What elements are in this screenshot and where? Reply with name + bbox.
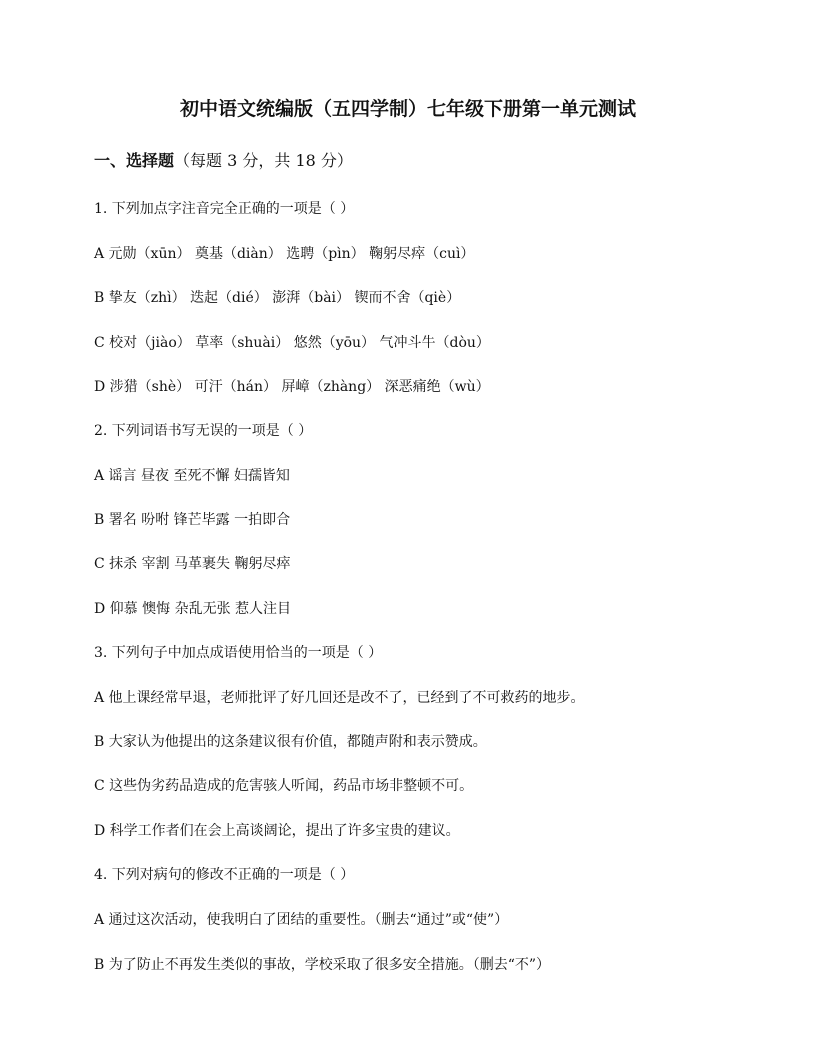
question-2-option-b: B 署名 吩咐 锋芒毕露 一拍即合: [94, 512, 291, 528]
question-1-option-c: C 校对（jiào） 草率（shuài） 悠然（yōu） 气冲斗牛（dòu）: [94, 335, 490, 351]
section-title: 一、选择题: [94, 151, 175, 170]
question-3-option-b: B 大家认为他提出的这条建议很有价值，都随声附和表示赞成。: [94, 734, 487, 750]
section-heading: [94, 150, 353, 172]
question-3-option-c: C 这些伪劣药品造成的危害骇人听闻，药品市场非整顿不可。: [94, 778, 474, 794]
question-2-stem: 2. 下列词语书写无误的一项是（ ）: [94, 423, 313, 439]
question-1-stem: 1. 下列加点字注音完全正确的一项是（ ）: [94, 201, 355, 217]
question-1-option-d: D 涉猎（shè） 可汗（hán） 屏嶂（zhàng） 深恶痛绝（wù）: [94, 379, 490, 395]
question-2-option-c: C 抹杀 宰割 马革裹失 鞠躬尽瘁: [94, 556, 291, 572]
question-1-option-a: A 元勋（xūn） 奠基（diàn） 选聘（pìn） 鞠躬尽瘁（cuì）: [94, 246, 475, 262]
question-4-option-a: A 通过这次活动，使我明白了团结的重要性。（删去“通过”或“使”）: [94, 912, 509, 928]
question-4-stem: 4. 下列对病句的修改不正确的一项是（ ）: [94, 867, 355, 883]
section-score-note: （每题 3 分，共 18 分）: [174, 151, 353, 170]
question-2-option-a: A 谣言 昼夜 至死不懈 妇孺皆知: [94, 468, 290, 484]
question-3-option-d: D 科学工作者们在会上高谈阔论，提出了许多宝贵的建议。: [94, 823, 460, 839]
question-3-stem: 3. 下列句子中加点成语使用恰当的一项是（ ）: [94, 645, 383, 661]
question-2-option-d: D 仰慕 懊悔 杂乱无张 惹人注目: [94, 601, 292, 617]
question-3-option-a: A 他上课经常早退，老师批评了好几回还是改不了，已经到了不可救药的地步。: [94, 690, 585, 706]
question-4-option-b: B 为了防止不再发生类似的事故，学校采取了很多安全措施。（删去“不”）: [94, 957, 551, 973]
question-1-option-b: B 挚友（zhì） 迭起（dié） 澎湃（bài） 锲而不舍（qiè）: [94, 290, 461, 306]
document-title: 初中语文统编版（五四学制）七年级下册第一单元测试: [179, 98, 636, 120]
